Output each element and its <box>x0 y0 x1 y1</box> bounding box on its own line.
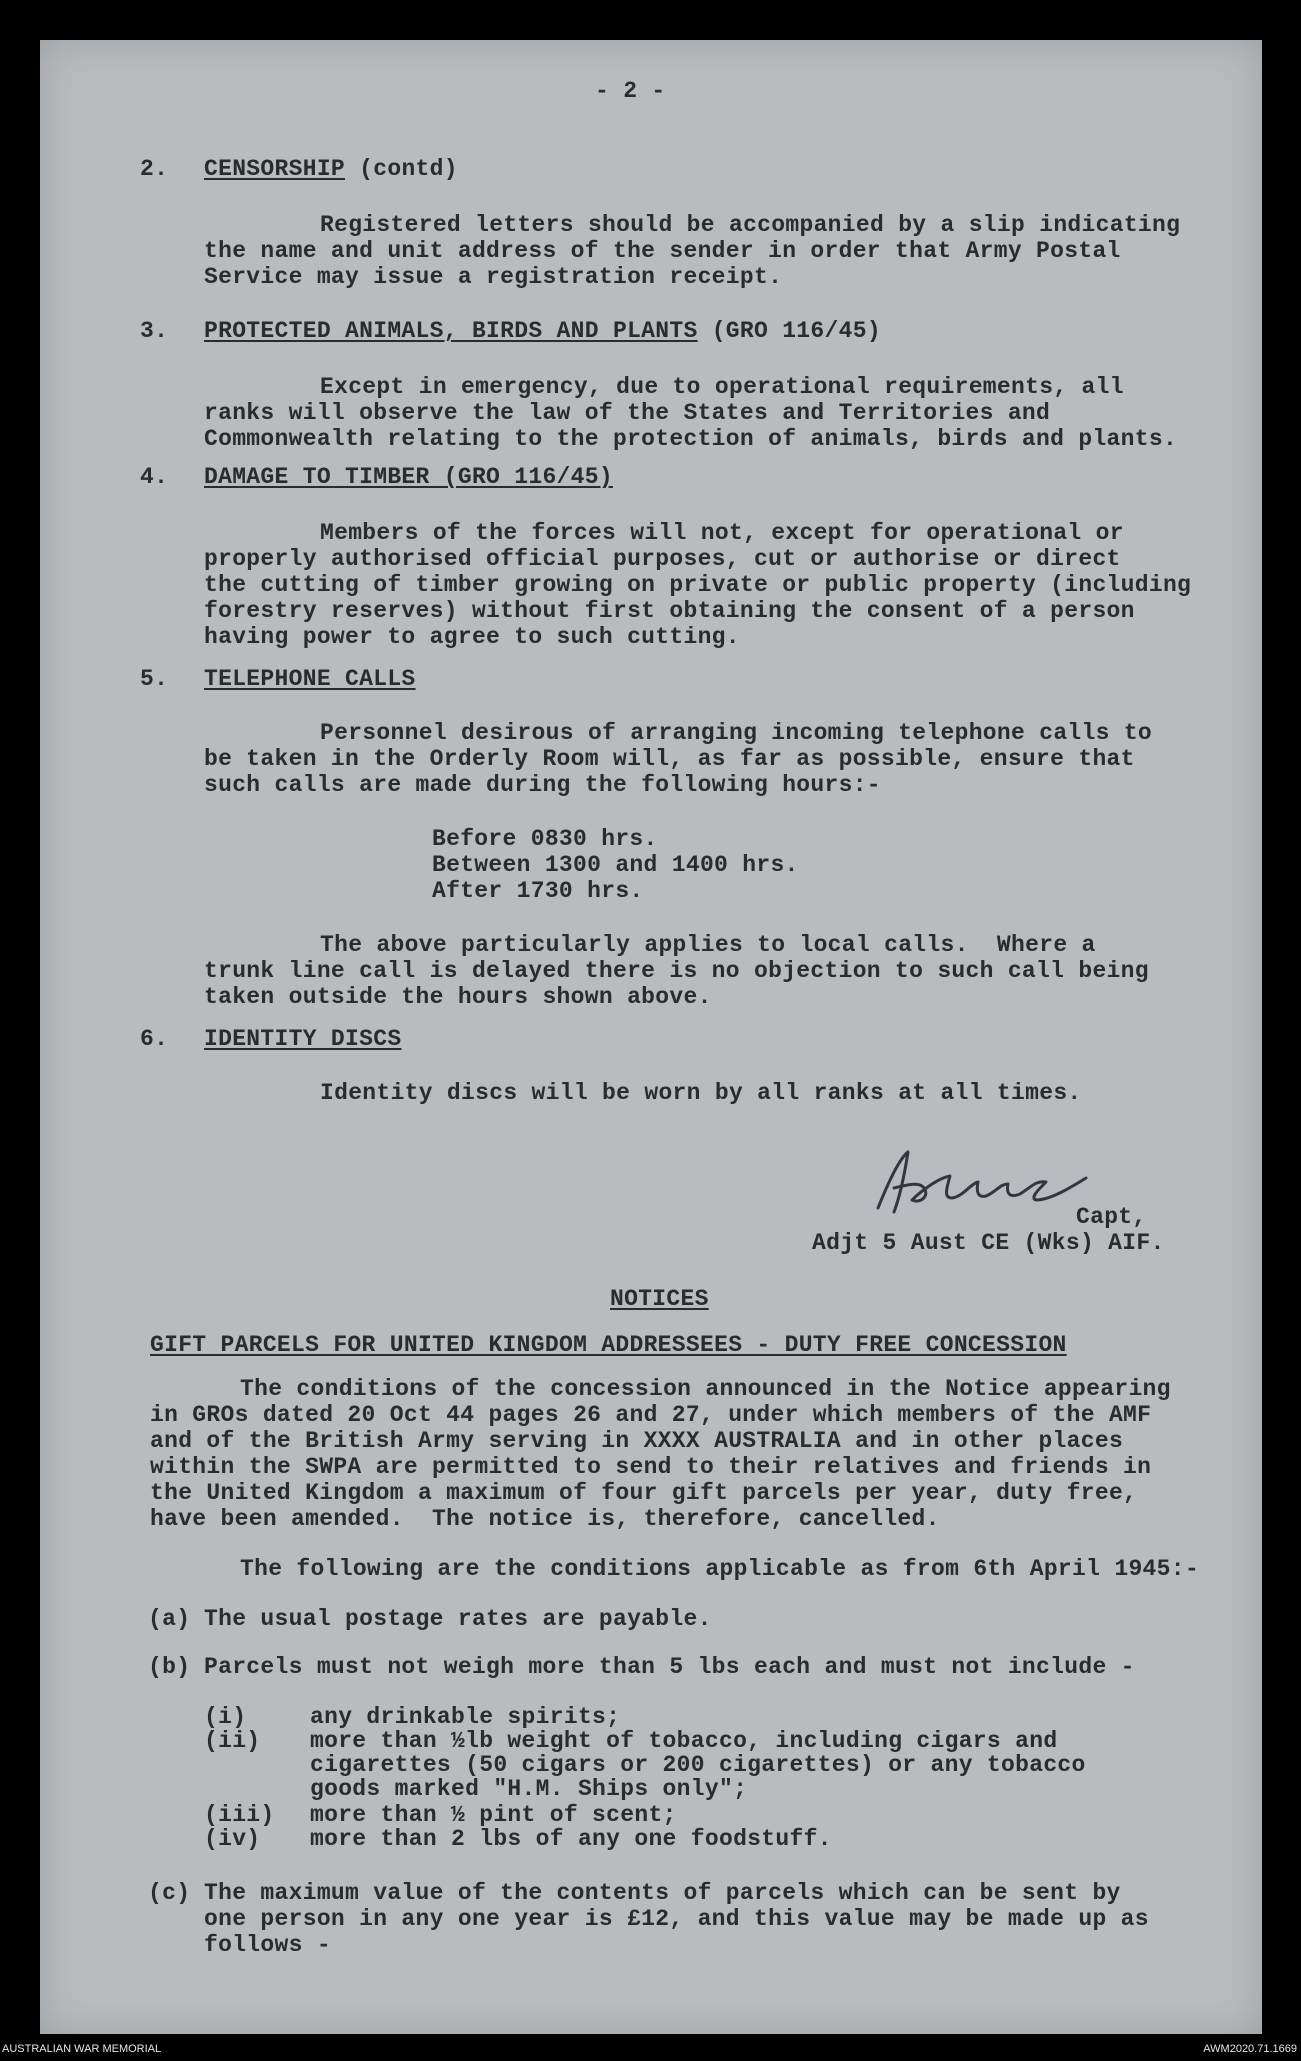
item-c-label: (c) <box>148 1880 191 1906</box>
subitem-label: (i) <box>204 1704 247 1730</box>
body-line: The maximum value of the contents of parcels which can be sent by <box>204 1880 1121 1906</box>
hours-line: After 1730 hrs. <box>432 878 644 904</box>
body-line: trunk line call is delayed there is no objection to such call being <box>204 958 1149 984</box>
section-2-suffix: (contd) <box>345 156 458 182</box>
body-line: one person in any one year is £12, and this value may be made up as <box>204 1906 1149 1932</box>
subitem-text: cigarettes (50 cigars or 200 cigarettes) or any tobacco <box>310 1752 1086 1778</box>
body-line: The following are the conditions applicable as from 6th April 1945:- <box>240 1556 1199 1582</box>
body-line: properly authorised official purposes, cut or authorise or direct <box>204 546 1121 572</box>
body-line: within the SWPA are permitted to send to their relatives and friends in <box>150 1454 1152 1480</box>
body-line: ranks will observe the law of the States and Territories and <box>204 400 1051 426</box>
section-2-title: CENSORSHIP <box>204 156 346 182</box>
body-line: Members of the forces will not, except for operational or <box>320 520 1124 546</box>
subitem-label: (ii) <box>204 1728 261 1754</box>
section-2-number: 2. <box>140 156 169 182</box>
section-6-title: IDENTITY DISCS <box>204 1026 402 1052</box>
body-line: The conditions of the concession announced in the Notice appearing <box>240 1376 1171 1402</box>
section-3-title: PROTECTED ANIMALS, BIRDS AND PLANTS <box>204 318 698 344</box>
hours-line: Before 0830 hrs. <box>432 826 658 852</box>
item-a-label: (a) <box>148 1606 191 1632</box>
body-line: The above particularly applies to local calls. Where a <box>320 932 1096 958</box>
body-line: the cutting of timber growing on private or public property (including <box>204 572 1192 598</box>
page-number: - 2 - <box>595 78 666 104</box>
body-line: taken outside the hours shown above. <box>204 984 712 1010</box>
hours-line: Between 1300 and 1400 hrs. <box>432 852 799 878</box>
document-page <box>40 40 1262 2034</box>
subitem-label: (iii) <box>204 1802 275 1828</box>
subitem-text: more than ½lb weight of tobacco, including cigars and <box>310 1728 1058 1754</box>
footer-accession-number: AWM2020.71.1669 <box>1203 2043 1297 2055</box>
subitem-text: more than ½ pint of scent; <box>310 1802 677 1828</box>
body-line: Commonwealth relating to the protection of animals, birds and plants. <box>204 426 1178 452</box>
section-2-heading <box>204 156 458 182</box>
item-b-label: (b) <box>148 1654 191 1680</box>
section-6-number: 6. <box>140 1026 169 1052</box>
section-5-title: TELEPHONE CALLS <box>204 666 416 692</box>
notices-subheading: GIFT PARCELS FOR UNITED KINGDOM ADDRESSEES - DUTY FREE CONCESSION <box>150 1332 1067 1358</box>
section-5-number: 5. <box>140 666 169 692</box>
section-3-number: 3. <box>140 318 169 344</box>
signature-rank: Capt, <box>1076 1204 1147 1230</box>
body-line: Registered letters should be accompanied by a slip indicating <box>320 212 1181 238</box>
notices-heading: NOTICES <box>610 1286 709 1312</box>
body-line: Except in emergency, due to operational requirements, all <box>320 374 1124 400</box>
item-b-text: Parcels must not weigh more than 5 lbs each and must not include - <box>204 1654 1135 1680</box>
section-3-heading <box>204 318 881 344</box>
body-line: be taken in the Orderly Room will, as far as possible, ensure that <box>204 746 1135 772</box>
body-line: such calls are made during the following hours:- <box>204 772 881 798</box>
subitem-text: goods marked "H.M. Ships only"; <box>310 1776 748 1802</box>
item-a-text: The usual postage rates are payable. <box>204 1606 712 1632</box>
section-3-suffix: (GRO 116/45) <box>697 318 881 344</box>
handwritten-signature <box>860 1138 1100 1228</box>
subitem-label: (iv) <box>204 1826 261 1852</box>
body-line: Identity discs will be worn by all ranks at all times. <box>320 1080 1082 1106</box>
body-line: forestry reserves) without first obtaining the consent of a person <box>204 598 1135 624</box>
signature-unit: Adjt 5 Aust CE (Wks) AIF. <box>812 1230 1165 1256</box>
body-line: have been amended. The notice is, therefore, cancelled. <box>150 1506 940 1532</box>
body-line: Service may issue a registration receipt. <box>204 264 783 290</box>
footer-credit: AUSTRALIAN WAR MEMORIAL <box>2 2043 162 2055</box>
body-line: Personnel desirous of arranging incoming telephone calls to <box>320 720 1153 746</box>
subitem-text: any drinkable spirits; <box>310 1704 621 1730</box>
body-line: the name and unit address of the sender in order that Army Postal <box>204 238 1121 264</box>
body-line: follows - <box>204 1932 331 1958</box>
section-4-number: 4. <box>140 464 169 490</box>
body-line: having power to agree to such cutting. <box>204 624 740 650</box>
body-line: the United Kingdom a maximum of four gift parcels per year, duty free, <box>150 1480 1138 1506</box>
body-line: in GROs dated 20 Oct 44 pages 26 and 27, under which members of the AMF <box>150 1402 1152 1428</box>
subitem-text: more than 2 lbs of any one foodstuff. <box>310 1826 832 1852</box>
body-line: and of the British Army serving in XXXX AUSTRALIA and in other places <box>150 1428 1124 1454</box>
section-4-title: DAMAGE TO TIMBER (GRO 116/45) <box>204 464 613 490</box>
